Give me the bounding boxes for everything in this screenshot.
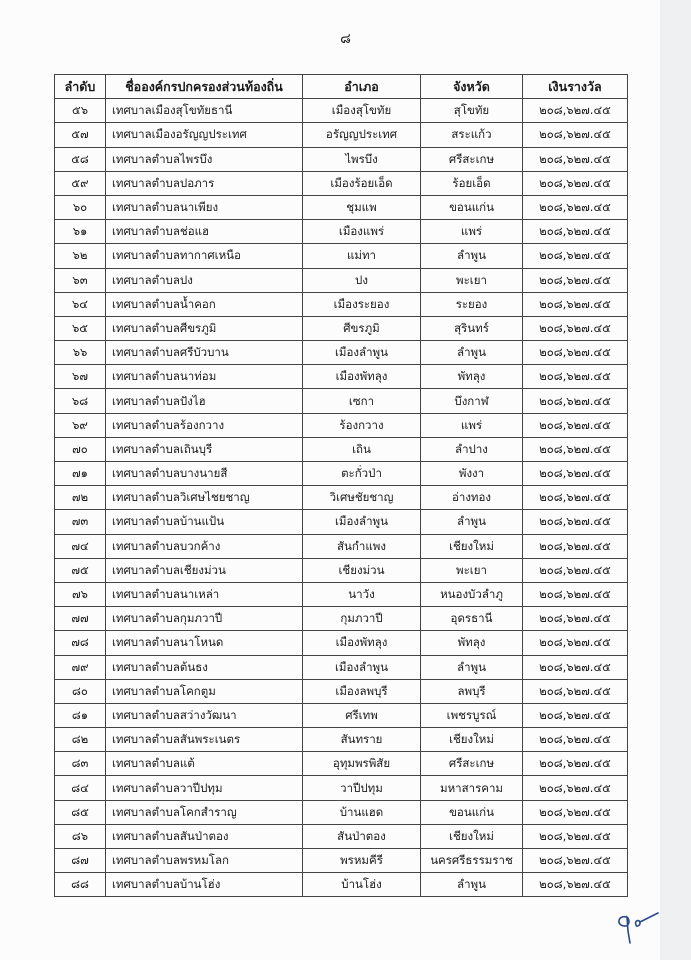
cell-reward: ๒๐๘,๖๒๗.๔๕ xyxy=(523,195,628,219)
cell-reward: ๒๐๘,๖๒๗.๔๕ xyxy=(523,728,628,752)
cell-organization: เทศบาลตำบลน้ำคอก xyxy=(106,292,303,316)
cell-reward: ๒๐๘,๖๒๗.๔๕ xyxy=(523,462,628,486)
table-row xyxy=(55,582,628,606)
table-row xyxy=(55,462,628,486)
cell-district: ศีขรภูมิ xyxy=(303,316,421,340)
cell-organization: เทศบาลตำบลปอภาร xyxy=(106,171,303,195)
table-row xyxy=(55,824,628,848)
header-reward: เงินรางวัล xyxy=(523,75,628,99)
cell-province: เชียงใหม่ xyxy=(421,728,523,752)
cell-province: ลำพูน xyxy=(421,873,523,897)
cell-province: ขอนแก่น xyxy=(421,800,523,824)
cell-organization: เทศบาลตำบลปังไฮ xyxy=(106,389,303,413)
table-row xyxy=(55,341,628,365)
cell-organization: เทศบาลตำบลบวกค้าง xyxy=(106,534,303,558)
cell-reward: ๒๐๘,๖๒๗.๔๕ xyxy=(523,123,628,147)
cell-reward: ๒๐๘,๖๒๗.๔๕ xyxy=(523,171,628,195)
cell-district: ตะกั่วป่า xyxy=(303,462,421,486)
cell-order: ๗๔ xyxy=(55,534,106,558)
cell-province: พัทลุง xyxy=(421,365,523,389)
cell-province: แพร่ xyxy=(421,220,523,244)
cell-order: ๘๔ xyxy=(55,776,106,800)
cell-order: ๕๙ xyxy=(55,171,106,195)
table-row xyxy=(55,220,628,244)
cell-order: ๗๖ xyxy=(55,582,106,606)
cell-reward: ๒๐๘,๖๒๗.๔๕ xyxy=(523,437,628,461)
table-row xyxy=(55,292,628,316)
cell-order: ๘๐ xyxy=(55,679,106,703)
cell-reward: ๒๐๘,๖๒๗.๔๕ xyxy=(523,413,628,437)
cell-reward: ๒๐๘,๖๒๗.๔๕ xyxy=(523,655,628,679)
cell-organization: เทศบาลตำบลต้นธง xyxy=(106,655,303,679)
cell-province: ลำพูน xyxy=(421,510,523,534)
cell-order: ๖๗ xyxy=(55,365,106,389)
cell-district: วาปีปทุม xyxy=(303,776,421,800)
cell-order: ๗๑ xyxy=(55,462,106,486)
cell-order: ๖๑ xyxy=(55,220,106,244)
cell-reward: ๒๐๘,๖๒๗.๔๕ xyxy=(523,341,628,365)
cell-district: เมืองลำพูน xyxy=(303,510,421,534)
cell-reward: ๒๐๘,๖๒๗.๔๕ xyxy=(523,873,628,897)
cell-district: กุมภวาปี xyxy=(303,607,421,631)
cell-district: ศรีเทพ xyxy=(303,703,421,727)
cell-province: ลำปาง xyxy=(421,437,523,461)
cell-order: ๘๒ xyxy=(55,728,106,752)
cell-reward: ๒๐๘,๖๒๗.๔๕ xyxy=(523,316,628,340)
cell-reward: ๒๐๘,๖๒๗.๔๕ xyxy=(523,486,628,510)
cell-district: เมืองลำพูน xyxy=(303,341,421,365)
cell-district: อุทุมพรพิสัย xyxy=(303,752,421,776)
cell-order: ๖๙ xyxy=(55,413,106,437)
cell-province: ระยอง xyxy=(421,292,523,316)
page-number: ๘ xyxy=(340,31,351,47)
cell-organization: เทศบาลเมืองสุโขทัยธานี xyxy=(106,99,303,123)
cell-reward: ๒๐๘,๖๒๗.๔๕ xyxy=(523,99,628,123)
cell-reward: ๒๐๘,๖๒๗.๔๕ xyxy=(523,558,628,582)
cell-organization: เทศบาลตำบลสันป่าตอง xyxy=(106,824,303,848)
cell-province: ร้อยเอ็ด xyxy=(421,171,523,195)
cell-order: ๖๖ xyxy=(55,341,106,365)
cell-order: ๗๒ xyxy=(55,486,106,510)
cell-organization: เทศบาลตำบลศรีบัวบาน xyxy=(106,341,303,365)
table-row xyxy=(55,171,628,195)
cell-reward: ๒๐๘,๖๒๗.๔๕ xyxy=(523,510,628,534)
cell-order: ๗๘ xyxy=(55,631,106,655)
table-row xyxy=(55,800,628,824)
cell-province: พัทลุง xyxy=(421,631,523,655)
cell-province: ศรีสะเกษ xyxy=(421,147,523,171)
cell-district: เมืองร้อยเอ็ด xyxy=(303,171,421,195)
cell-district: บ้านแฮด xyxy=(303,800,421,824)
cell-province: อุดรธานี xyxy=(421,607,523,631)
table-row xyxy=(55,268,628,292)
cell-reward: ๒๐๘,๖๒๗.๔๕ xyxy=(523,849,628,873)
cell-organization: เทศบาลตำบลวาปีปทุม xyxy=(106,776,303,800)
cell-district: พรหมคีรี xyxy=(303,849,421,873)
cell-reward: ๒๐๘,๖๒๗.๔๕ xyxy=(523,244,628,268)
cell-organization: เทศบาลตำบลทากาศเหนือ xyxy=(106,244,303,268)
table-body xyxy=(55,99,628,897)
cell-district: วิเศษชัยชาญ xyxy=(303,486,421,510)
cell-reward: ๒๐๘,๖๒๗.๔๕ xyxy=(523,534,628,558)
cell-organization: เทศบาลตำบลวิเศษไชยชาญ xyxy=(106,486,303,510)
cell-province: ลำพูน xyxy=(421,341,523,365)
cell-district: เมืองพัทลุง xyxy=(303,365,421,389)
cell-reward: ๒๐๘,๖๒๗.๔๕ xyxy=(523,220,628,244)
cell-order: ๗๓ xyxy=(55,510,106,534)
table-row xyxy=(55,849,628,873)
cell-order: ๕๖ xyxy=(55,99,106,123)
cell-reward: ๒๐๘,๖๒๗.๔๕ xyxy=(523,703,628,727)
cell-organization: เทศบาลตำบลช่อแฮ xyxy=(106,220,303,244)
cell-district: ไพรบึง xyxy=(303,147,421,171)
cell-reward: ๒๐๘,๖๒๗.๔๕ xyxy=(523,824,628,848)
cell-organization: เทศบาลตำบลแต้ xyxy=(106,752,303,776)
table-row xyxy=(55,316,628,340)
cell-province: เพชรบูรณ์ xyxy=(421,703,523,727)
cell-district: เชียงม่วน xyxy=(303,558,421,582)
cell-province: สุรินทร์ xyxy=(421,316,523,340)
cell-organization: เทศบาลตำบลนาเหล่า xyxy=(106,582,303,606)
cell-reward: ๒๐๘,๖๒๗.๔๕ xyxy=(523,752,628,776)
cell-order: ๗๙ xyxy=(55,655,106,679)
cell-organization: เทศบาลตำบลนาท่อม xyxy=(106,365,303,389)
cell-organization: เทศบาลตำบลศีขรภูมิ xyxy=(106,316,303,340)
table-row xyxy=(55,147,628,171)
cell-province: ศรีสะเกษ xyxy=(421,752,523,776)
table-row xyxy=(55,631,628,655)
cell-order: ๗๗ xyxy=(55,607,106,631)
cell-district: บ้านโฮ่ง xyxy=(303,873,421,897)
cell-reward: ๒๐๘,๖๒๗.๔๕ xyxy=(523,147,628,171)
reward-table xyxy=(54,74,628,897)
cell-reward: ๒๐๘,๖๒๗.๔๕ xyxy=(523,292,628,316)
cell-order: ๖๓ xyxy=(55,268,106,292)
table-header-row xyxy=(55,75,628,99)
cell-province: หนองบัวลำภู xyxy=(421,582,523,606)
cell-reward: ๒๐๘,๖๒๗.๔๕ xyxy=(523,631,628,655)
cell-district: ปง xyxy=(303,268,421,292)
cell-order: ๕๗ xyxy=(55,123,106,147)
cell-province: นครศรีธรรมราช xyxy=(421,849,523,873)
cell-province: ลำพูน xyxy=(421,244,523,268)
cell-organization: เทศบาลตำบลปง xyxy=(106,268,303,292)
table-row xyxy=(55,534,628,558)
header-province: จังหวัด xyxy=(421,75,523,99)
cell-district: เมืองระยอง xyxy=(303,292,421,316)
cell-province: ขอนแก่น xyxy=(421,195,523,219)
cell-organization: เทศบาลตำบลสว่างวัฒนา xyxy=(106,703,303,727)
table-row xyxy=(55,437,628,461)
cell-province: พะเยา xyxy=(421,558,523,582)
table-row xyxy=(55,655,628,679)
cell-organization: เทศบาลเมืองอรัญญประเทศ xyxy=(106,123,303,147)
table-row xyxy=(55,607,628,631)
table-row xyxy=(55,703,628,727)
cell-order: ๗๕ xyxy=(55,558,106,582)
cell-organization: เทศบาลตำบลบ้านโฮ่ง xyxy=(106,873,303,897)
cell-province: อ่างทอง xyxy=(421,486,523,510)
cell-district: เมืองลพบุรี xyxy=(303,679,421,703)
cell-organization: เทศบาลตำบลนาเพียง xyxy=(106,195,303,219)
cell-province: พังงา xyxy=(421,462,523,486)
cell-order: ๗๐ xyxy=(55,437,106,461)
table-row xyxy=(55,776,628,800)
table-row xyxy=(55,244,628,268)
cell-province: พะเยา xyxy=(421,268,523,292)
cell-order: ๘๘ xyxy=(55,873,106,897)
cell-province: สุโขทัย xyxy=(421,99,523,123)
cell-district: นาวัง xyxy=(303,582,421,606)
cell-district: เถิน xyxy=(303,437,421,461)
cell-reward: ๒๐๘,๖๒๗.๔๕ xyxy=(523,582,628,606)
cell-district: สันทราย xyxy=(303,728,421,752)
cell-organization: เทศบาลตำบลเชียงม่วน xyxy=(106,558,303,582)
cell-order: ๖๕ xyxy=(55,316,106,340)
cell-order: ๘๕ xyxy=(55,800,106,824)
table-row xyxy=(55,389,628,413)
table-row xyxy=(55,873,628,897)
cell-province: แพร่ xyxy=(421,413,523,437)
cell-organization: เทศบาลตำบลไพรบึง xyxy=(106,147,303,171)
cell-reward: ๒๐๘,๖๒๗.๔๕ xyxy=(523,776,628,800)
cell-reward: ๒๐๘,๖๒๗.๔๕ xyxy=(523,679,628,703)
cell-order: ๖๘ xyxy=(55,389,106,413)
cell-district: สันป่าตอง xyxy=(303,824,421,848)
cell-district: อรัญญประเทศ xyxy=(303,123,421,147)
handwritten-mark-icon xyxy=(612,905,672,955)
cell-province: มหาสารคาม xyxy=(421,776,523,800)
table-row xyxy=(55,413,628,437)
header-order: ลำดับ xyxy=(55,75,106,99)
table-row xyxy=(55,752,628,776)
cell-organization: เทศบาลตำบลกุมภวาปี xyxy=(106,607,303,631)
cell-province: เชียงใหม่ xyxy=(421,534,523,558)
cell-province: ลำพูน xyxy=(421,655,523,679)
cell-order: ๘๗ xyxy=(55,849,106,873)
cell-province: สระแก้ว xyxy=(421,123,523,147)
table-row xyxy=(55,679,628,703)
cell-organization: เทศบาลตำบลบ้านแป้น xyxy=(106,510,303,534)
cell-province: ลพบุรี xyxy=(421,679,523,703)
cell-district: ร้องกวาง xyxy=(303,413,421,437)
cell-order: ๘๓ xyxy=(55,752,106,776)
table-row xyxy=(55,728,628,752)
cell-district: เมืองสุโขทัย xyxy=(303,99,421,123)
cell-district: เมืองแพร่ xyxy=(303,220,421,244)
table-row xyxy=(55,123,628,147)
cell-order: ๕๘ xyxy=(55,147,106,171)
table-row xyxy=(55,99,628,123)
cell-organization: เทศบาลตำบลโคกตูม xyxy=(106,679,303,703)
cell-district: เซกา xyxy=(303,389,421,413)
cell-district: ชุมแพ xyxy=(303,195,421,219)
cell-organization: เทศบาลตำบลพรหมโลก xyxy=(106,849,303,873)
cell-organization: เทศบาลตำบลร้องกวาง xyxy=(106,413,303,437)
table-row xyxy=(55,365,628,389)
cell-reward: ๒๐๘,๖๒๗.๔๕ xyxy=(523,365,628,389)
cell-order: ๖๔ xyxy=(55,292,106,316)
cell-organization: เทศบาลตำบลบางนายสี xyxy=(106,462,303,486)
cell-reward: ๒๐๘,๖๒๗.๔๕ xyxy=(523,607,628,631)
cell-order: ๘๖ xyxy=(55,824,106,848)
cell-organization: เทศบาลตำบลโคกสำราญ xyxy=(106,800,303,824)
header-organization: ชื่อองค์กรปกครองส่วนท้องถิ่น xyxy=(106,75,303,99)
cell-organization: เทศบาลตำบลนาโหนด xyxy=(106,631,303,655)
cell-province: เชียงใหม่ xyxy=(421,824,523,848)
table-row xyxy=(55,510,628,534)
cell-province: บึงกาฬ xyxy=(421,389,523,413)
cell-district: เมืองพัทลุง xyxy=(303,631,421,655)
cell-reward: ๒๐๘,๖๒๗.๔๕ xyxy=(523,800,628,824)
cell-order: ๘๑ xyxy=(55,703,106,727)
cell-reward: ๒๐๘,๖๒๗.๔๕ xyxy=(523,389,628,413)
cell-organization: เทศบาลตำบลสันพระเนตร xyxy=(106,728,303,752)
cell-reward: ๒๐๘,๖๒๗.๔๕ xyxy=(523,268,628,292)
table-row xyxy=(55,195,628,219)
cell-order: ๖๒ xyxy=(55,244,106,268)
header-district: อำเภอ xyxy=(303,75,421,99)
cell-district: สันกำแพง xyxy=(303,534,421,558)
table-row xyxy=(55,558,628,582)
cell-organization: เทศบาลตำบลเถินบุรี xyxy=(106,437,303,461)
table-row xyxy=(55,486,628,510)
cell-order: ๖๐ xyxy=(55,195,106,219)
cell-district: แม่ทา xyxy=(303,244,421,268)
cell-district: เมืองลำพูน xyxy=(303,655,421,679)
